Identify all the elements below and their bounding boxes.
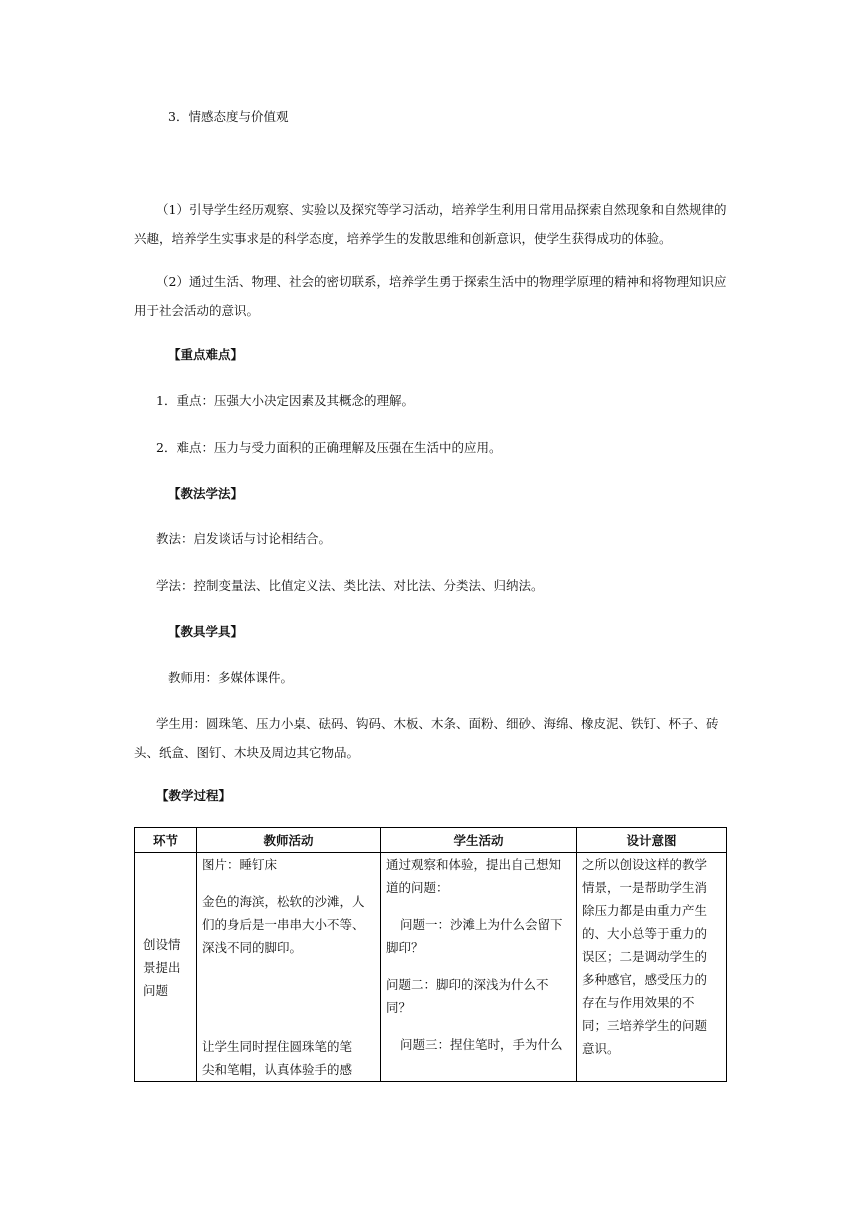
student-line: 问题二：脚印的深浅为什么不	[386, 977, 549, 992]
heading-methods: 【教法学法】	[168, 486, 244, 501]
intent-line: 存在与作用效果的不	[582, 995, 695, 1010]
tools-teacher: 教师用：多媒体课件。	[168, 670, 294, 685]
paragraph-goal-2: （2）通过生活、物理、社会的密切联系，培养学生勇于探索生活中的物理学原理的精神和将物理知识应用于社会活动的意识。	[134, 274, 727, 318]
paragraph-goal-1: （1）引导学生经历观察、实验以及探究等学习活动，培养学生利用日常用品探索自然现象和自然规律的兴趣，培养学生实事求是的科学态度，培养学生的发散思维和创新意识，使学生获得成功的体验。	[134, 202, 727, 246]
teacher-line: 图片：睡钉床	[202, 857, 278, 872]
section-title-attitude: 3．情感态度与价值观	[168, 109, 289, 124]
intent-line: 除压力都是由重力产生	[582, 903, 708, 918]
intent-line: 意识。	[582, 1041, 620, 1056]
student-line: 脚印？	[386, 940, 424, 955]
tools-student: 学生用：圆珠笔、压力小桌、砝码、钩码、木板、木条、面粉、细砂、海绵、橡皮泥、铁钉、杯子、砖头、纸盒、图钉、木块及周边其它物品。	[134, 716, 719, 760]
student-line: 问题三：捏住笔时，手为什么	[400, 1037, 563, 1052]
stage-line: 创设情	[143, 936, 181, 952]
teacher-line: 让学生同时捏住圆珠笔的笔	[202, 1039, 353, 1054]
student-line: 道的问题：	[386, 880, 449, 895]
header-design-intent: 设计意图	[577, 828, 727, 853]
intent-line: 之所以创设这样的教学	[582, 857, 708, 872]
header-student-activity: 学生活动	[381, 828, 577, 853]
student-line: 同？	[386, 1000, 412, 1015]
teacher-line: 们的身后是一串串大小不等、	[202, 917, 365, 932]
key-point-2: 2．难点：压力与受力面积的正确理解及压强在生活中的应用。	[156, 440, 502, 455]
design-intent-cell	[577, 853, 727, 1082]
intent-line: 的、大小总等于重力的	[582, 926, 708, 941]
method-learning: 学法：控制变量法、比值定义法、类比法、对比法、分类法、归纳法。	[156, 578, 544, 593]
stage-line: 问题	[143, 982, 169, 998]
heading-key-points: 【重点难点】	[168, 347, 244, 362]
intent-line: 误区；二是调动学生的	[582, 949, 708, 964]
header-stage: 环节	[135, 828, 197, 853]
method-teaching: 教法：启发谈话与讨论相结合。	[156, 531, 332, 546]
key-point-1: 1．重点：压强大小决定因素及其概念的理解。	[156, 393, 414, 408]
student-line: 通过观察和体验，提出自己想知	[386, 857, 562, 872]
intent-line: 情景，一是帮助学生消	[582, 880, 708, 895]
teacher-line: 深浅不同的脚印。	[202, 940, 303, 955]
stage-cell	[135, 853, 197, 1082]
heading-tools: 【教具学具】	[168, 624, 244, 639]
student-activity-cell	[381, 853, 577, 1082]
header-teacher-activity: 教师活动	[197, 828, 381, 853]
teaching-process-table	[134, 827, 727, 1082]
intent-line: 多种感官，感受压力的	[582, 972, 708, 987]
teacher-line: 金色的海滨，松软的沙滩，人	[202, 894, 365, 909]
heading-process: 【教学过程】	[156, 788, 232, 803]
teacher-activity-cell	[197, 853, 381, 1082]
teacher-line: 尖和笔帽，认真体验手的感	[202, 1062, 353, 1077]
table-header-row	[135, 828, 727, 853]
student-line: 问题一：沙滩上为什么会留下	[400, 917, 563, 932]
intent-line: 同；三培养学生的问题	[582, 1018, 708, 1033]
table-row	[135, 853, 727, 1082]
stage-line: 景提出	[143, 959, 181, 975]
